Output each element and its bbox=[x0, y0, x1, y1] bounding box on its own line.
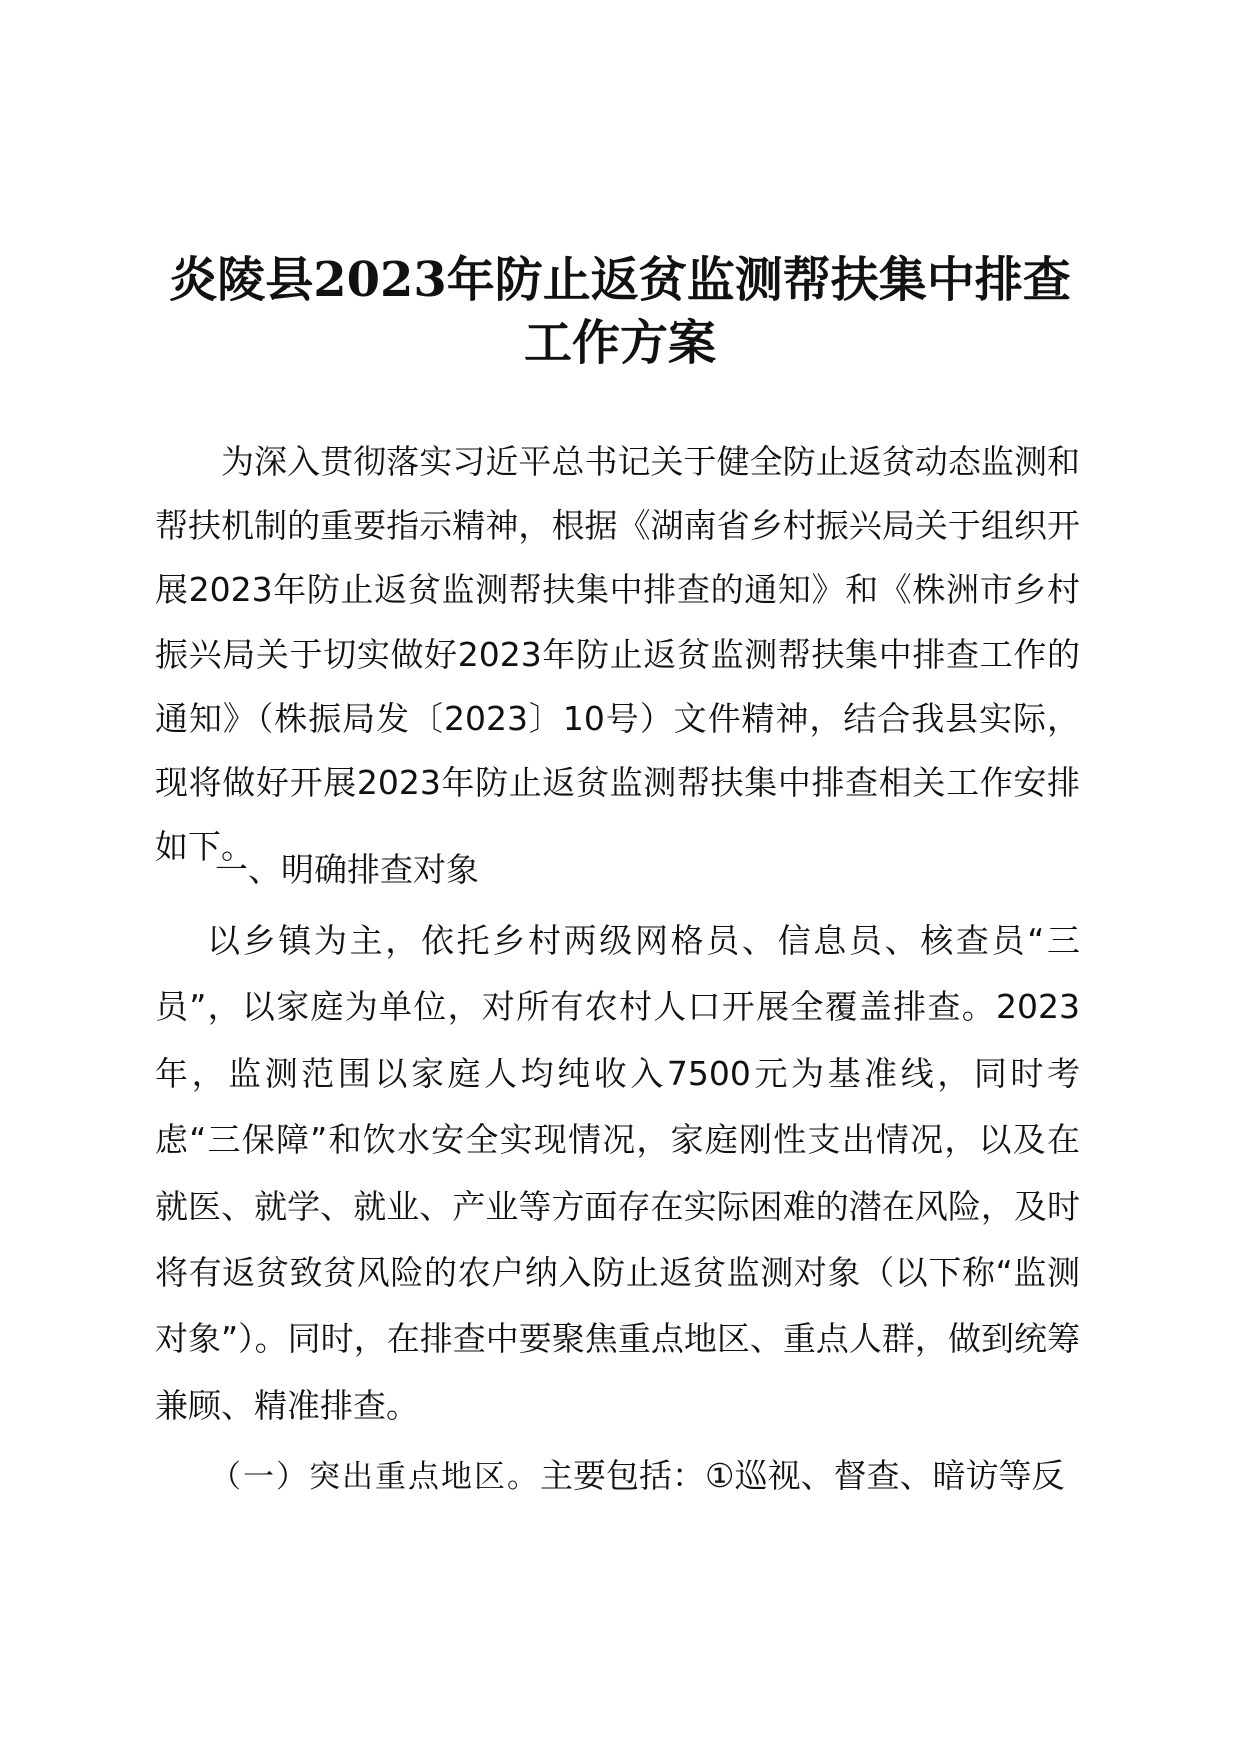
section-heading-1: 一、明确排查对象 bbox=[215, 850, 479, 889]
subsection-1-paragraph bbox=[210, 1444, 1080, 1509]
subsection-1-heading: （一）突出重点地区。 bbox=[210, 1459, 540, 1495]
document-title-line-2: 工作方案 bbox=[523, 315, 716, 371]
intro-paragraph: 为深入贯彻落实习近平总书记关于健全防止返贫动态监测和帮扶机制的重要指示精神，根据《湖南省乡村振兴局关于组织开展2023年防止返贫监测帮扶集中排查的通知》和《株洲市乡村振兴局关于切实做好2023年防止返贫监测帮扶集中排查工作的通知》（株振局发〔2023〕10号）文件精神，结合我县实际，现将做好开展2023年防止返贫监测帮扶集中排查相关工作安排如下。 bbox=[155, 442, 1080, 867]
document-title-line-1: 炎陵县2023年防止返贫监测帮扶集中排查 bbox=[169, 252, 1071, 308]
section-1-paragraph: 以乡镇为主，依托乡村两级网格员、信息员、核查员“三员”，以家庭为单位，对所有农村人口开展全覆盖排查。2023年，监测范围以家庭人均纯收入7500元为基准线，同时考虑“三保障”和饮水安全实现情况，家庭刚性支出情况，以及在就医、就学、就业、产业等方面存在实际困难的潜在风险，及时将有返贫致贫风险的农户纳入防止返贫监测对象（以下称“监测对象”）。同时，在排查中要聚焦重点地区、重点人群，做到统筹兼顾、精准排查。 bbox=[155, 921, 1080, 1425]
subsection-1-text: 主要包括：①巡视、督查、暗访等反 bbox=[540, 1456, 1065, 1495]
